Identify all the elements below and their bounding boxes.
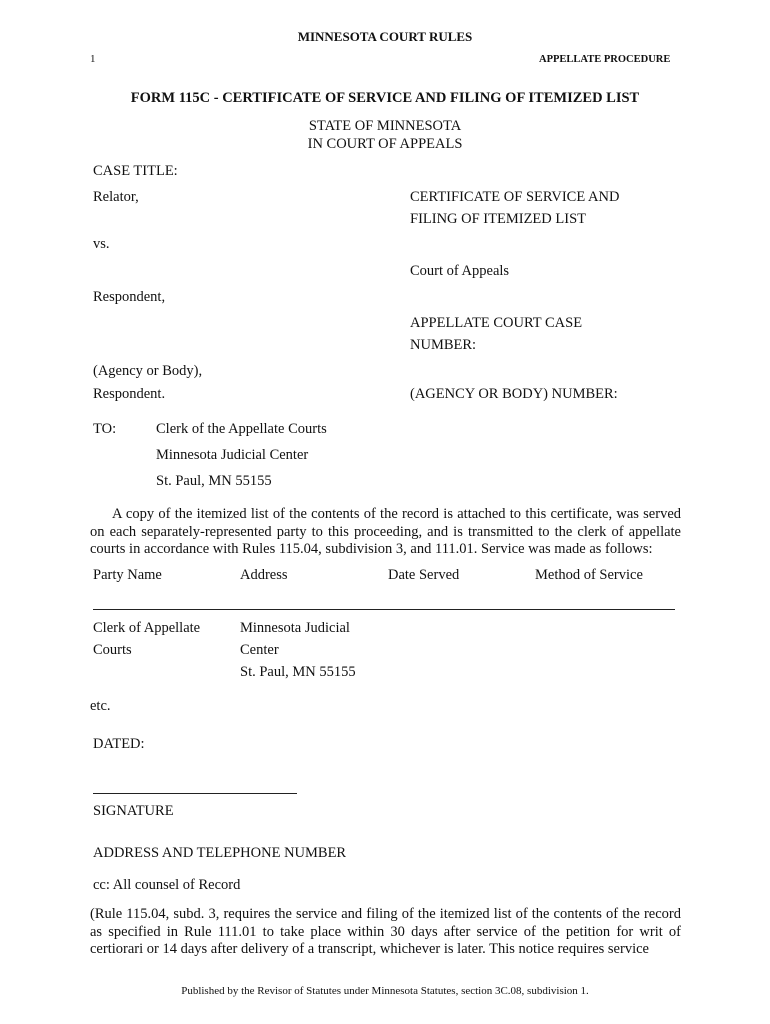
agency-label: (Agency or Body), bbox=[93, 363, 203, 379]
column-method-of-service: Method of Service bbox=[535, 567, 643, 583]
respondent-label: Respondent, bbox=[93, 289, 166, 305]
case-number-label-line1: APPELLATE COURT CASE bbox=[410, 315, 583, 331]
column-party-name: Party Name bbox=[93, 567, 162, 583]
page-footer: Published by the Revisor of Statutes under Minnesota Statutes, section 3C.08, subdivision 1. bbox=[181, 985, 589, 997]
versus-label: vs. bbox=[93, 236, 110, 252]
row-party-line1: Clerk of Appellate bbox=[93, 620, 201, 636]
relator-label: Relator, bbox=[93, 189, 139, 205]
respondent-final-label: Respondent. bbox=[93, 386, 166, 402]
to-label: TO: bbox=[93, 421, 117, 437]
court-of-appeals-label: Court of Appeals bbox=[410, 263, 510, 279]
signature-line bbox=[93, 793, 297, 794]
column-date-served: Date Served bbox=[388, 567, 460, 583]
court-name: IN COURT OF APPEALS bbox=[307, 136, 463, 152]
row-address-line2: Center bbox=[240, 642, 279, 658]
running-header-section: APPELLATE PROCEDURE bbox=[539, 54, 671, 65]
page-number: 1 bbox=[90, 53, 96, 65]
row-address-line1: Minnesota Judicial bbox=[240, 620, 350, 636]
table-divider bbox=[93, 609, 675, 610]
running-header-title: MINNESOTA COURT RULES bbox=[297, 29, 473, 44]
case-number-label-line2: NUMBER: bbox=[410, 337, 477, 353]
cc-line: cc: All counsel of Record bbox=[93, 877, 241, 893]
etc-label: etc. bbox=[90, 698, 111, 714]
certificate-title-line1: CERTIFICATE OF SERVICE AND bbox=[410, 189, 620, 205]
row-address-line3: St. Paul, MN 55155 bbox=[240, 664, 356, 680]
signature-label: SIGNATURE bbox=[93, 803, 174, 819]
to-address-line3: St. Paul, MN 55155 bbox=[156, 473, 272, 489]
rule-note: (Rule 115.04, subd. 3, requires the service and filing of the itemized list of the contents of the record as specified in Rule 111.01 to take place within 30 days after service of the petition for writ of certiorari or 14 days after delivery of a transcript, whichever is later. This notice requires service bbox=[90, 906, 681, 957]
certificate-title-line2: FILING OF ITEMIZED LIST bbox=[410, 211, 586, 227]
to-address-line1: Clerk of the Appellate Courts bbox=[156, 421, 327, 437]
service-paragraph: A copy of the itemized list of the contents of the record is attached to this certificate, was served on each separately-represented party to this proceeding, and is transmitted to the clerk of appellate courts in accordance with Rules 115.04, subdivision 3, and 111.01. Service was made as follows: bbox=[90, 506, 681, 557]
dated-label: DATED: bbox=[93, 736, 145, 752]
address-telephone-label: ADDRESS AND TELEPHONE NUMBER bbox=[93, 845, 347, 861]
case-title-label: CASE TITLE: bbox=[93, 163, 178, 179]
agency-number-label: (AGENCY OR BODY) NUMBER: bbox=[410, 386, 618, 402]
to-address-line2: Minnesota Judicial Center bbox=[156, 447, 309, 463]
form-title: FORM 115C - CERTIFICATE OF SERVICE AND FILING OF ITEMIZED LIST bbox=[130, 90, 640, 106]
court-state: STATE OF MINNESOTA bbox=[308, 118, 462, 134]
column-address: Address bbox=[240, 567, 288, 583]
row-party-line2: Courts bbox=[93, 642, 132, 658]
